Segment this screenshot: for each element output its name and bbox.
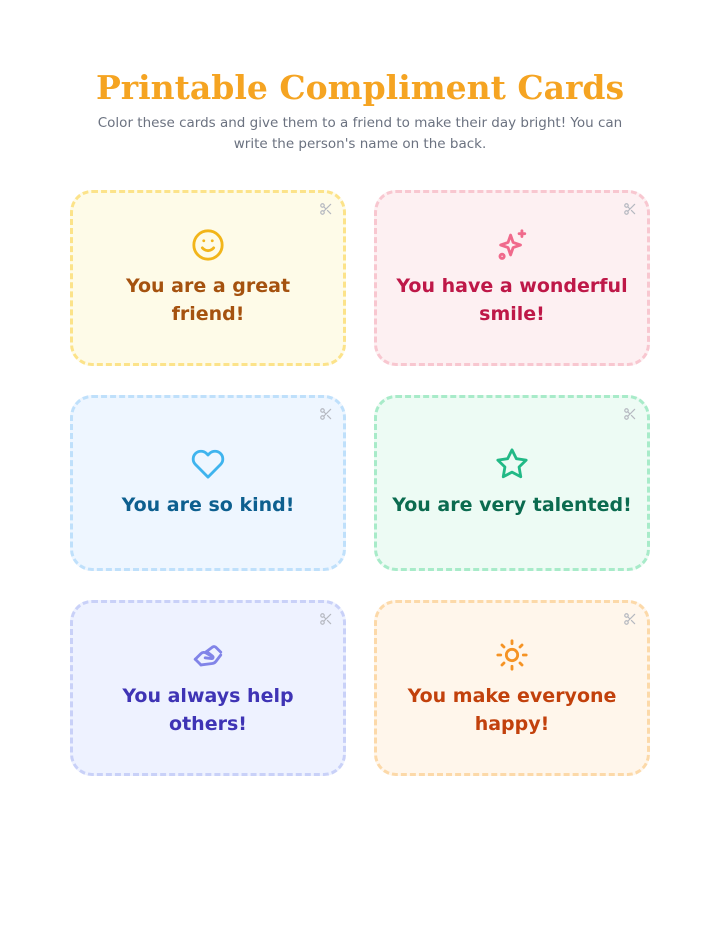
- star-icon: [495, 447, 529, 481]
- page-title: Printable Compliment Cards: [95, 68, 625, 107]
- compliment-card-make-happy: [374, 600, 650, 776]
- heart-icon: [191, 447, 225, 481]
- compliment-text: You have a wonderful smile!: [396, 275, 628, 325]
- scissors-icon: [623, 612, 637, 626]
- compliment-text: You are very talented!: [392, 494, 632, 516]
- compliment-card-great-friend: [70, 190, 346, 366]
- compliment-text: You are a great friend!: [125, 275, 291, 325]
- compliment-text: You make everyone happy!: [407, 685, 617, 735]
- scissors-icon: [319, 407, 333, 421]
- compliment-text: You are so kind!: [121, 494, 295, 516]
- compliment-text: You always help others!: [122, 685, 294, 735]
- scissors-icon: [319, 612, 333, 626]
- compliment-card-help-others: [70, 600, 346, 776]
- compliment-card-very-talented: [374, 395, 650, 571]
- smile-icon: [191, 228, 225, 262]
- sun-icon: [495, 638, 529, 672]
- page-subtitle: Color these cards and give them to a friend to make their day bright! You can write the person's name on the back.: [97, 115, 623, 152]
- sparkles-icon: [495, 228, 529, 262]
- helping-hand-icon: [191, 638, 225, 672]
- scissors-icon: [623, 202, 637, 216]
- compliment-card-wonderful-smile: [374, 190, 650, 366]
- compliment-card-so-kind: [70, 395, 346, 571]
- scissors-icon: [319, 202, 333, 216]
- scissors-icon: [623, 407, 637, 421]
